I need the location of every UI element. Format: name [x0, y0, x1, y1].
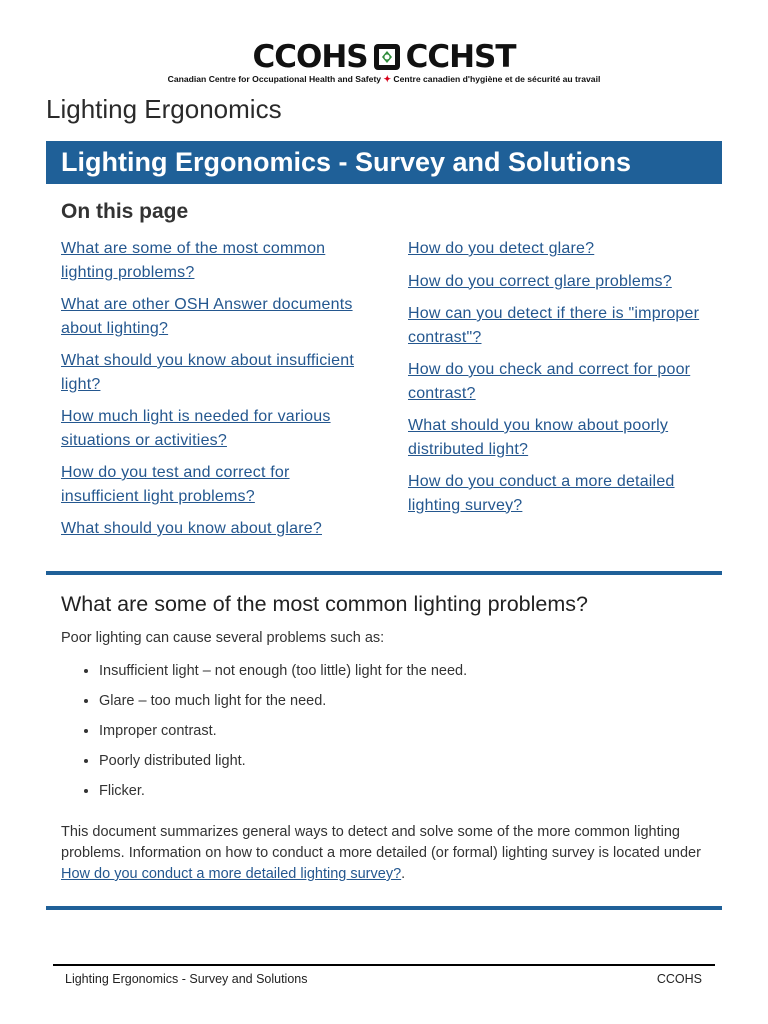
logo-subtitle-fr: Centre canadien d'hygiène et de sécurité au travail — [393, 74, 601, 84]
summary-text: This document summarizes general ways to detect and solve some of the more common lighting problems. Information on how to conduct a more detailed (or formal) lighting survey is located under — [61, 824, 701, 861]
maple-leaf-icon: ✦ — [383, 74, 392, 84]
footer-title: Lighting Ergonomics - Survey and Solutions — [65, 972, 308, 986]
section-title: What are some of the most common lighting problems? — [61, 592, 588, 616]
doc-title: Lighting Ergonomics — [46, 94, 282, 124]
toc-link[interactable]: How can you detect if there is "improper contrast"? — [408, 305, 700, 346]
toc-item — [408, 302, 708, 349]
logo-left-text: CCOHS — [252, 39, 368, 75]
section-divider-bottom — [46, 906, 722, 910]
list-item: • Glare – too much light for the need. — [99, 690, 467, 720]
ccohs-logo — [0, 39, 768, 85]
toc-link[interactable]: How do you check and correct for poor contrast? — [408, 361, 691, 402]
footer-divider — [53, 964, 715, 966]
section-divider — [46, 571, 722, 575]
section-intro: Poor lighting can cause several problems such as: — [61, 630, 385, 646]
toc-link[interactable]: What should you know about poorly distributed light? — [408, 417, 669, 458]
toc-link[interactable]: How do you detect glare? — [408, 240, 595, 257]
toc-link[interactable]: How do you correct glare problems? — [408, 272, 672, 290]
logo-right-text: CCHST — [405, 39, 516, 75]
logo-subtitle-en: Canadian Centre for Occupational Health and Safety — [167, 74, 382, 84]
footer-org: CCOHS — [656, 972, 702, 986]
toc-link[interactable]: What should you know about insufficient light? — [61, 352, 355, 393]
problem-list — [78, 660, 467, 810]
toc-item — [408, 470, 708, 517]
banner-title: Lighting Ergonomics - Survey and Solutions — [61, 147, 632, 177]
title-banner — [46, 141, 722, 184]
toc-item — [408, 358, 708, 405]
toc-item — [61, 405, 361, 452]
toc-item — [408, 237, 708, 261]
toc-link[interactable]: How do you conduct a more detailed lighting survey? — [408, 473, 675, 514]
summary-end: . — [401, 866, 406, 882]
toc-heading: On this page — [61, 200, 189, 223]
summary-link[interactable]: How do you conduct a more detailed lighting survey? — [61, 866, 402, 882]
logo-wordmark — [252, 39, 516, 75]
toc-item — [408, 270, 708, 294]
toc-link[interactable]: How do you test and correct for insufficient light problems? — [61, 464, 290, 505]
toc-item — [61, 517, 361, 541]
toc-item — [61, 461, 361, 508]
toc-link[interactable]: What are other OSH Answer documents about lighting? — [61, 296, 353, 337]
toc-left-column — [61, 237, 361, 550]
toc-link[interactable]: What should you know about glare? — [61, 520, 322, 537]
toc-item — [408, 414, 708, 461]
logo-subtitle — [0, 74, 768, 85]
toc-link[interactable]: What are some of the most common lighting problems? — [61, 240, 326, 281]
section-summary — [61, 822, 711, 885]
ccohs-emblem-icon — [372, 42, 402, 72]
list-item: • Poorly distributed light. — [99, 750, 467, 780]
list-item: • Improper contrast. — [99, 720, 467, 750]
toc-item — [61, 349, 361, 396]
toc-item — [61, 293, 361, 340]
list-item: • Insufficient light – not enough (too little) light for the need. — [99, 660, 467, 690]
toc-right-column — [408, 237, 708, 526]
toc-link[interactable]: How much light is needed for various situations or activities? — [61, 408, 331, 449]
list-item: • Flicker. — [99, 780, 467, 810]
toc-item — [61, 237, 361, 284]
